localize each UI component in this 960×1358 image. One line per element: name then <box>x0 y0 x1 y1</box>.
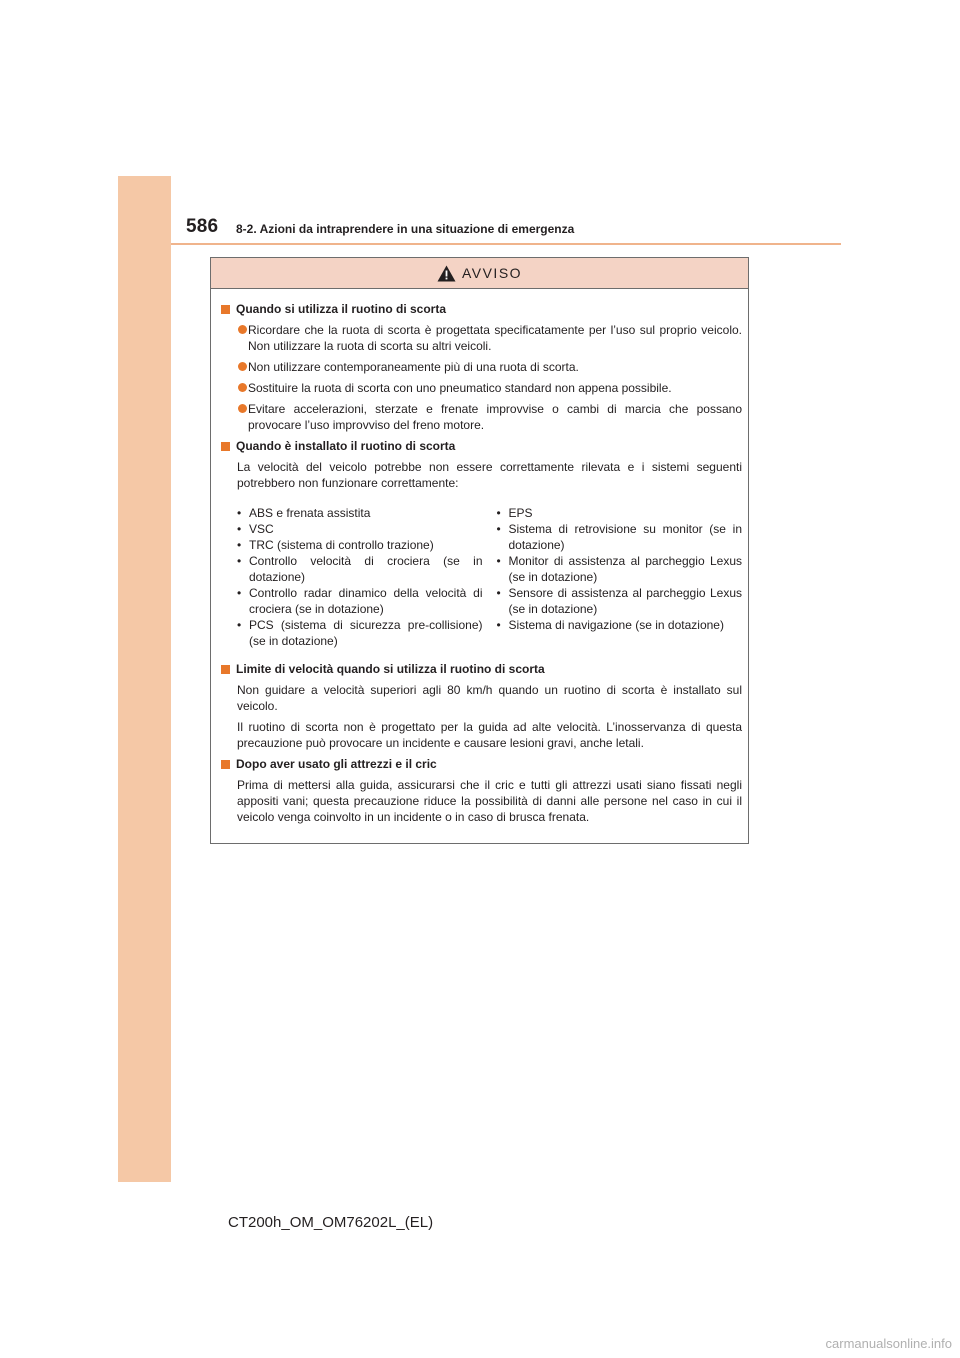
paragraph: Il ruotino di scorta non è progettato per la guida ad alte velocità. L’inosservanza di questa precauzione può provocare un incidente e causare lesioni gravi, anche letali. <box>237 720 742 750</box>
document-code: CT200h_OM_OM76202L_(EL) <box>228 1214 434 1231</box>
list-item: • EPS <box>497 505 743 521</box>
paragraph: Non guidare a velocità superiori agli 80 km/h quando un ruotino di scorta è installato sul veicolo. <box>237 683 742 713</box>
warning-title: AVVISO <box>461 265 523 281</box>
section-after-tools <box>221 756 742 825</box>
section-heading: Quando si utilizza il ruotino di scorta <box>221 301 742 317</box>
section-heading: Quando è installato il ruotino di scorta <box>221 438 742 454</box>
list-item: • VSC <box>237 521 483 537</box>
watermark: carmanualsonline.info <box>825 1336 952 1351</box>
systems-list-right <box>493 505 743 649</box>
warning-box <box>210 257 749 844</box>
list-item: • Sistema di retrovisione su monitor (se in dotazione) <box>497 521 743 553</box>
paragraph: Prima di mettersi alla guida, assicurarsi che il cric e tutti gli attrezzi usati siano fissati negli appositi vani; questa precauzione riduce la possibilità di danni alle persone nel caso in cui il veicolo venga coinvolto in un incidente o in caso di brusca frenata. <box>237 778 742 824</box>
systems-list-left <box>237 505 493 649</box>
list-item: • TRC (sistema di controllo trazione) <box>237 537 483 553</box>
circle-bullet-icon <box>238 325 247 334</box>
list-item: • PCS (sistema di sicurezza pre-collisione) (se in dotazione) <box>237 617 483 649</box>
section-spare-installed <box>221 438 742 649</box>
square-bullet-icon <box>221 760 230 769</box>
section-speed-limit <box>221 661 742 751</box>
warning-header <box>211 258 748 289</box>
list-item: • Controllo radar dinamico della velocità di crociera (se in dotazione) <box>237 585 483 617</box>
page-number: 586 <box>186 216 219 237</box>
bullet-item: Evitare accelerazioni, sterzate e frenate improvvise o cambi di marcia che possano provocare l’uso improvviso del freno motore. <box>221 401 742 433</box>
side-color-band <box>118 176 171 1182</box>
section-heading: Dopo aver usato gli attrezzi e il cric <box>221 756 742 772</box>
circle-bullet-icon <box>238 383 247 392</box>
systems-list <box>221 505 742 649</box>
circle-bullet-icon <box>238 362 247 371</box>
list-item: • Sensore di assistenza al parcheggio Lexus (se in dotazione) <box>497 585 743 617</box>
paragraph: La velocità del veicolo potrebbe non essere correttamente rilevata e i sistemi seguenti potrebbero non funzionare correttamente: <box>237 460 742 490</box>
section-title: 8-2. Azioni da intraprendere in una situazione di emergenza <box>236 222 575 236</box>
bullet-item: Non utilizzare contemporaneamente più di una ruota di scorta. <box>221 359 742 375</box>
list-item: • ABS e frenata assistita <box>237 505 483 521</box>
bullet-item: Sostituire la ruota di scorta con uno pneumatico standard non appena possibile. <box>221 380 742 396</box>
list-item: • Sistema di navigazione (se in dotazione) <box>497 617 743 633</box>
warning-body <box>211 289 748 825</box>
section-spare-use <box>221 301 742 433</box>
warning-triangle-icon <box>437 265 456 282</box>
section-heading: Limite di velocità quando si utilizza il ruotino di scorta <box>221 661 742 677</box>
list-item: • Monitor di assistenza al parcheggio Lexus (se in dotazione) <box>497 553 743 585</box>
square-bullet-icon <box>221 442 230 451</box>
square-bullet-icon <box>221 665 230 674</box>
bullet-item: Ricordare che la ruota di scorta è progettata specificatamente per l’uso sul proprio veicolo. Non utilizzare la ruota di scorta su altri veicoli. <box>221 322 742 354</box>
circle-bullet-icon <box>238 404 247 413</box>
square-bullet-icon <box>221 305 230 314</box>
header-divider <box>171 243 841 245</box>
list-item: • Controllo velocità di crociera (se in dotazione) <box>237 553 483 585</box>
